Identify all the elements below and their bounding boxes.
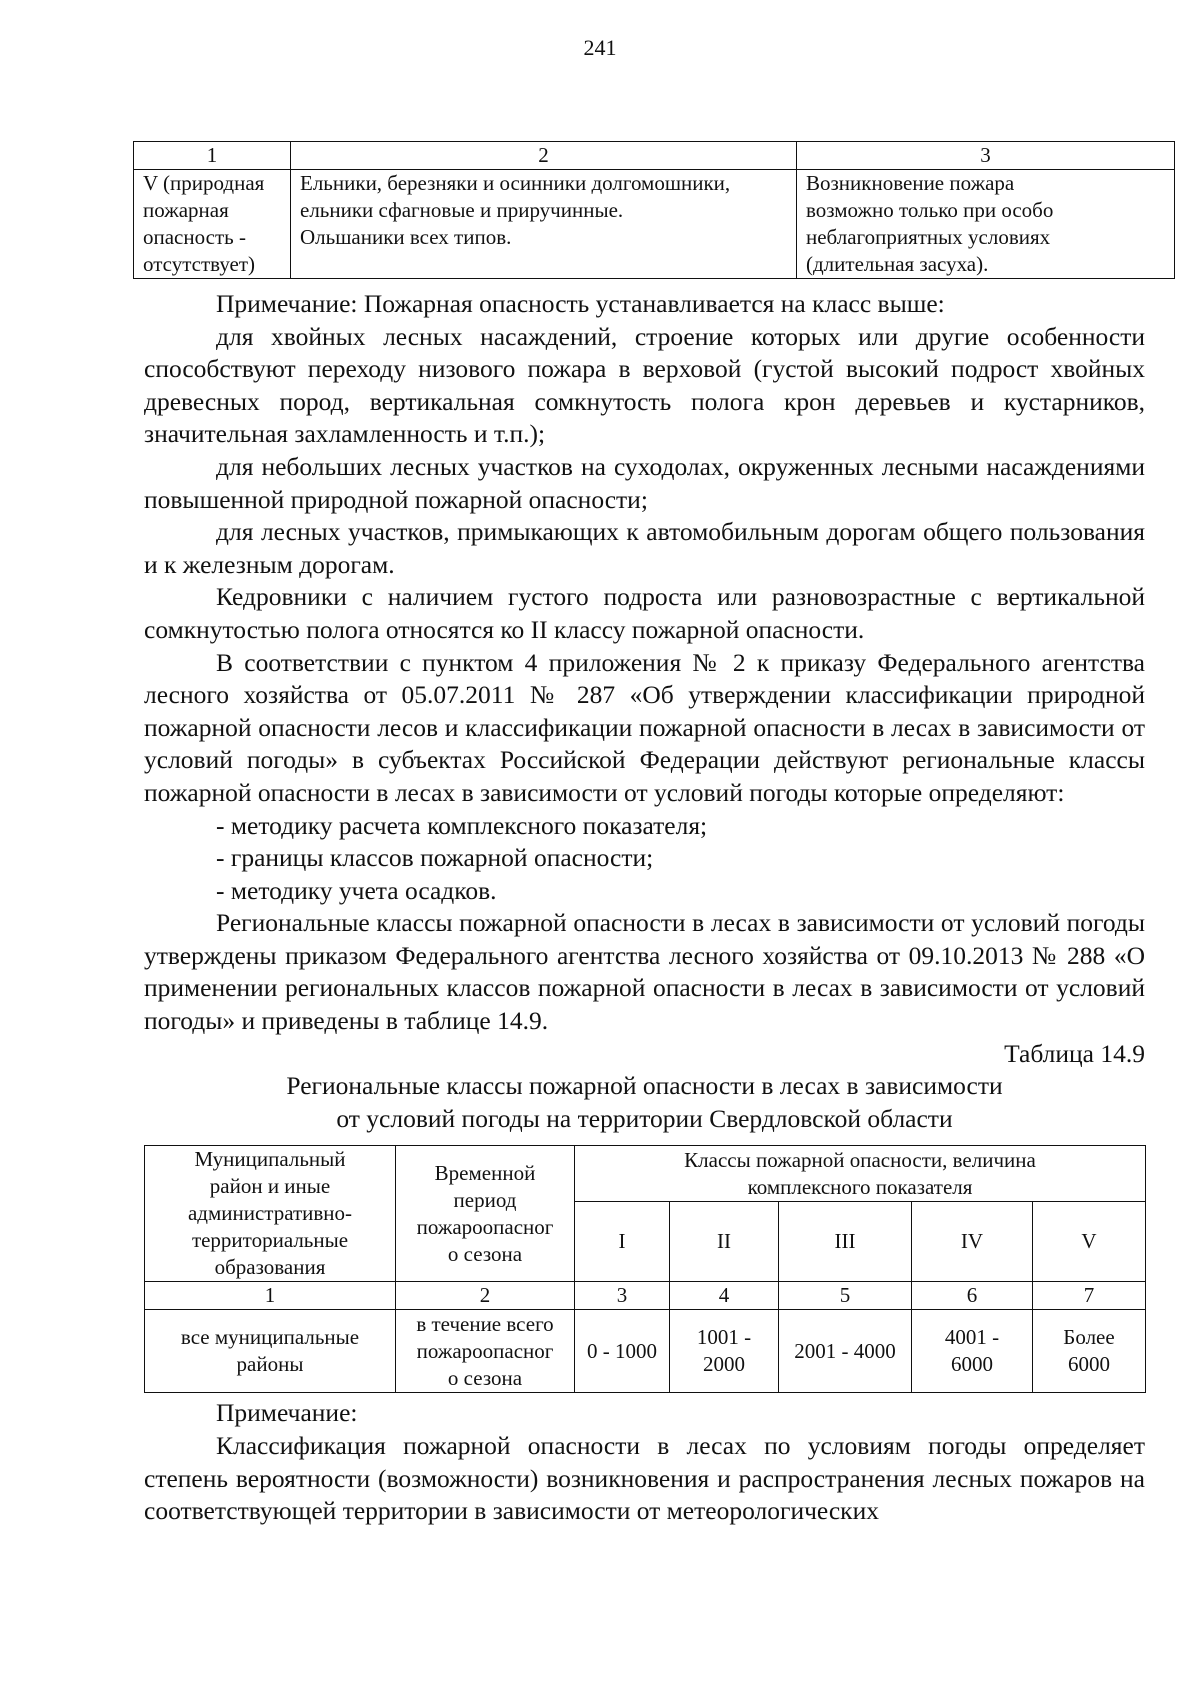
paragraph: для небольших лесных участков на суходолах, окруженных лесными насаждениями повышенной природной пожарной опасности; (144, 451, 1145, 514)
table-header-row (145, 1146, 1146, 1202)
fire-conditions-cell: Возникновение пожара возможно только при особо неблагоприятных условиях (длительная засуха). (797, 170, 1175, 279)
class-header: V (1033, 1202, 1146, 1282)
paragraph: Кедровники с наличием густого подроста или разновозрастные с вертикальной сомкнутостью полога относятся ко II классу пожарной опасности. (144, 582, 1145, 644)
table-number-row (145, 1282, 1146, 1310)
column-number: 2 (396, 1282, 575, 1310)
period-cell: в течение всего пожароопасног о сезона (396, 1310, 575, 1393)
note-heading: Примечание: Пожарная опасность устанавливается на класс выше: (216, 289, 945, 318)
column-number: 7 (1033, 1282, 1146, 1310)
class-value-cell: Более 6000 (1033, 1310, 1146, 1393)
class-header: IV (912, 1202, 1033, 1282)
table-title: от условий погоды на территории Свердловской области (336, 1103, 953, 1133)
class-value-cell: 4001 - 6000 (912, 1310, 1033, 1393)
area-header-cell: Муниципальный район и иные административно- территориальные образования (145, 1146, 396, 1282)
list-item: - методику учета осадков. (216, 875, 497, 905)
class-value-cell: 1001 - 2000 (670, 1310, 779, 1393)
note-heading: Примечание: (216, 1398, 358, 1428)
class-header: I (575, 1202, 670, 1282)
area-cell: все муниципальные районы (145, 1310, 396, 1393)
class-value-cell: 0 - 1000 (575, 1310, 670, 1393)
column-number: 2 (291, 142, 797, 170)
column-number: 4 (670, 1282, 779, 1310)
regional-fire-classes-table (144, 1145, 1146, 1393)
class-value-cell: 2001 - 4000 (779, 1310, 912, 1393)
class-header: III (779, 1202, 912, 1282)
table-row (145, 1310, 1146, 1393)
table-title: Региональные классы пожарной опасности в лесах в зависимости (286, 1071, 1003, 1101)
column-number: 5 (779, 1282, 912, 1310)
table-header-row (134, 142, 1175, 170)
table-row (134, 170, 1175, 279)
paragraph: для лесных участков, примыкающих к автомобильным дорогам общего пользования и к железным дорогам. (144, 517, 1145, 579)
column-number: 3 (797, 142, 1175, 170)
page-number: 241 (583, 35, 617, 60)
document-body (144, 288, 1145, 1528)
period-header-cell: Временной период пожароопасног о сезона (396, 1146, 575, 1282)
column-number: 3 (575, 1282, 670, 1310)
forest-class-table (133, 141, 1175, 279)
classes-header-cell: Классы пожарной опасности, величина комплексного показателя (575, 1146, 1146, 1202)
list-item: - границы классов пожарной опасности; (216, 843, 654, 873)
paragraph: Региональные классы пожарной опасности в лесах в зависимости от условий погоды утверждены приказом Федерального агентства лесного хозяйства от 09.10.2013 № 288 «О применении региональных классов пожарной опасности в лесах в зависимости от условий погоды» и приведены в таблице 14.9. (144, 908, 1145, 1036)
column-number: 6 (912, 1282, 1033, 1310)
column-number: 1 (134, 142, 291, 170)
paragraph: для хвойных лесных насаждений, строение которых или другие особенности способствуют переходу низового пожара в верховой (густой высокий подрост хвойных древесных пород, вертикальная сомкнутость полога крон деревьев и кустарников, значительная захламленность и т.п.); (144, 321, 1145, 449)
table-label: Таблица 14.9 (1004, 1038, 1145, 1068)
column-number: 1 (145, 1282, 396, 1310)
class-cell: V (природная пожарная опасность - отсутствует) (134, 170, 291, 279)
paragraph: Классификация пожарной опасности в лесах по условиям погоды определяет степень вероятности (возможности) возникновения и распространения лесных пожаров на соответствующей территории в зависимости от метеорологических (144, 1431, 1145, 1526)
class-header: II (670, 1202, 779, 1282)
paragraph: В соответствии с пунктом 4 приложения № 2 к приказу Федерального агентства лесного хозяйства от 05.07.2011 № 287 «Об утверждении классификации природной пожарной опасности лесов и классификации пожарной опасности в лесах в зависимости от условий погоды» в субъектах Российской Федерации действуют региональные классы пожарной опасности в лесах в зависимости от условий погоды которые определяют: (144, 647, 1145, 807)
forest-types-cell: Ельники, березняки и осинники долгомошники, ельники сфагновые и приручинные. Ольшаники всех типов. (291, 170, 797, 279)
list-item: - методику расчета комплексного показателя; (216, 810, 708, 840)
